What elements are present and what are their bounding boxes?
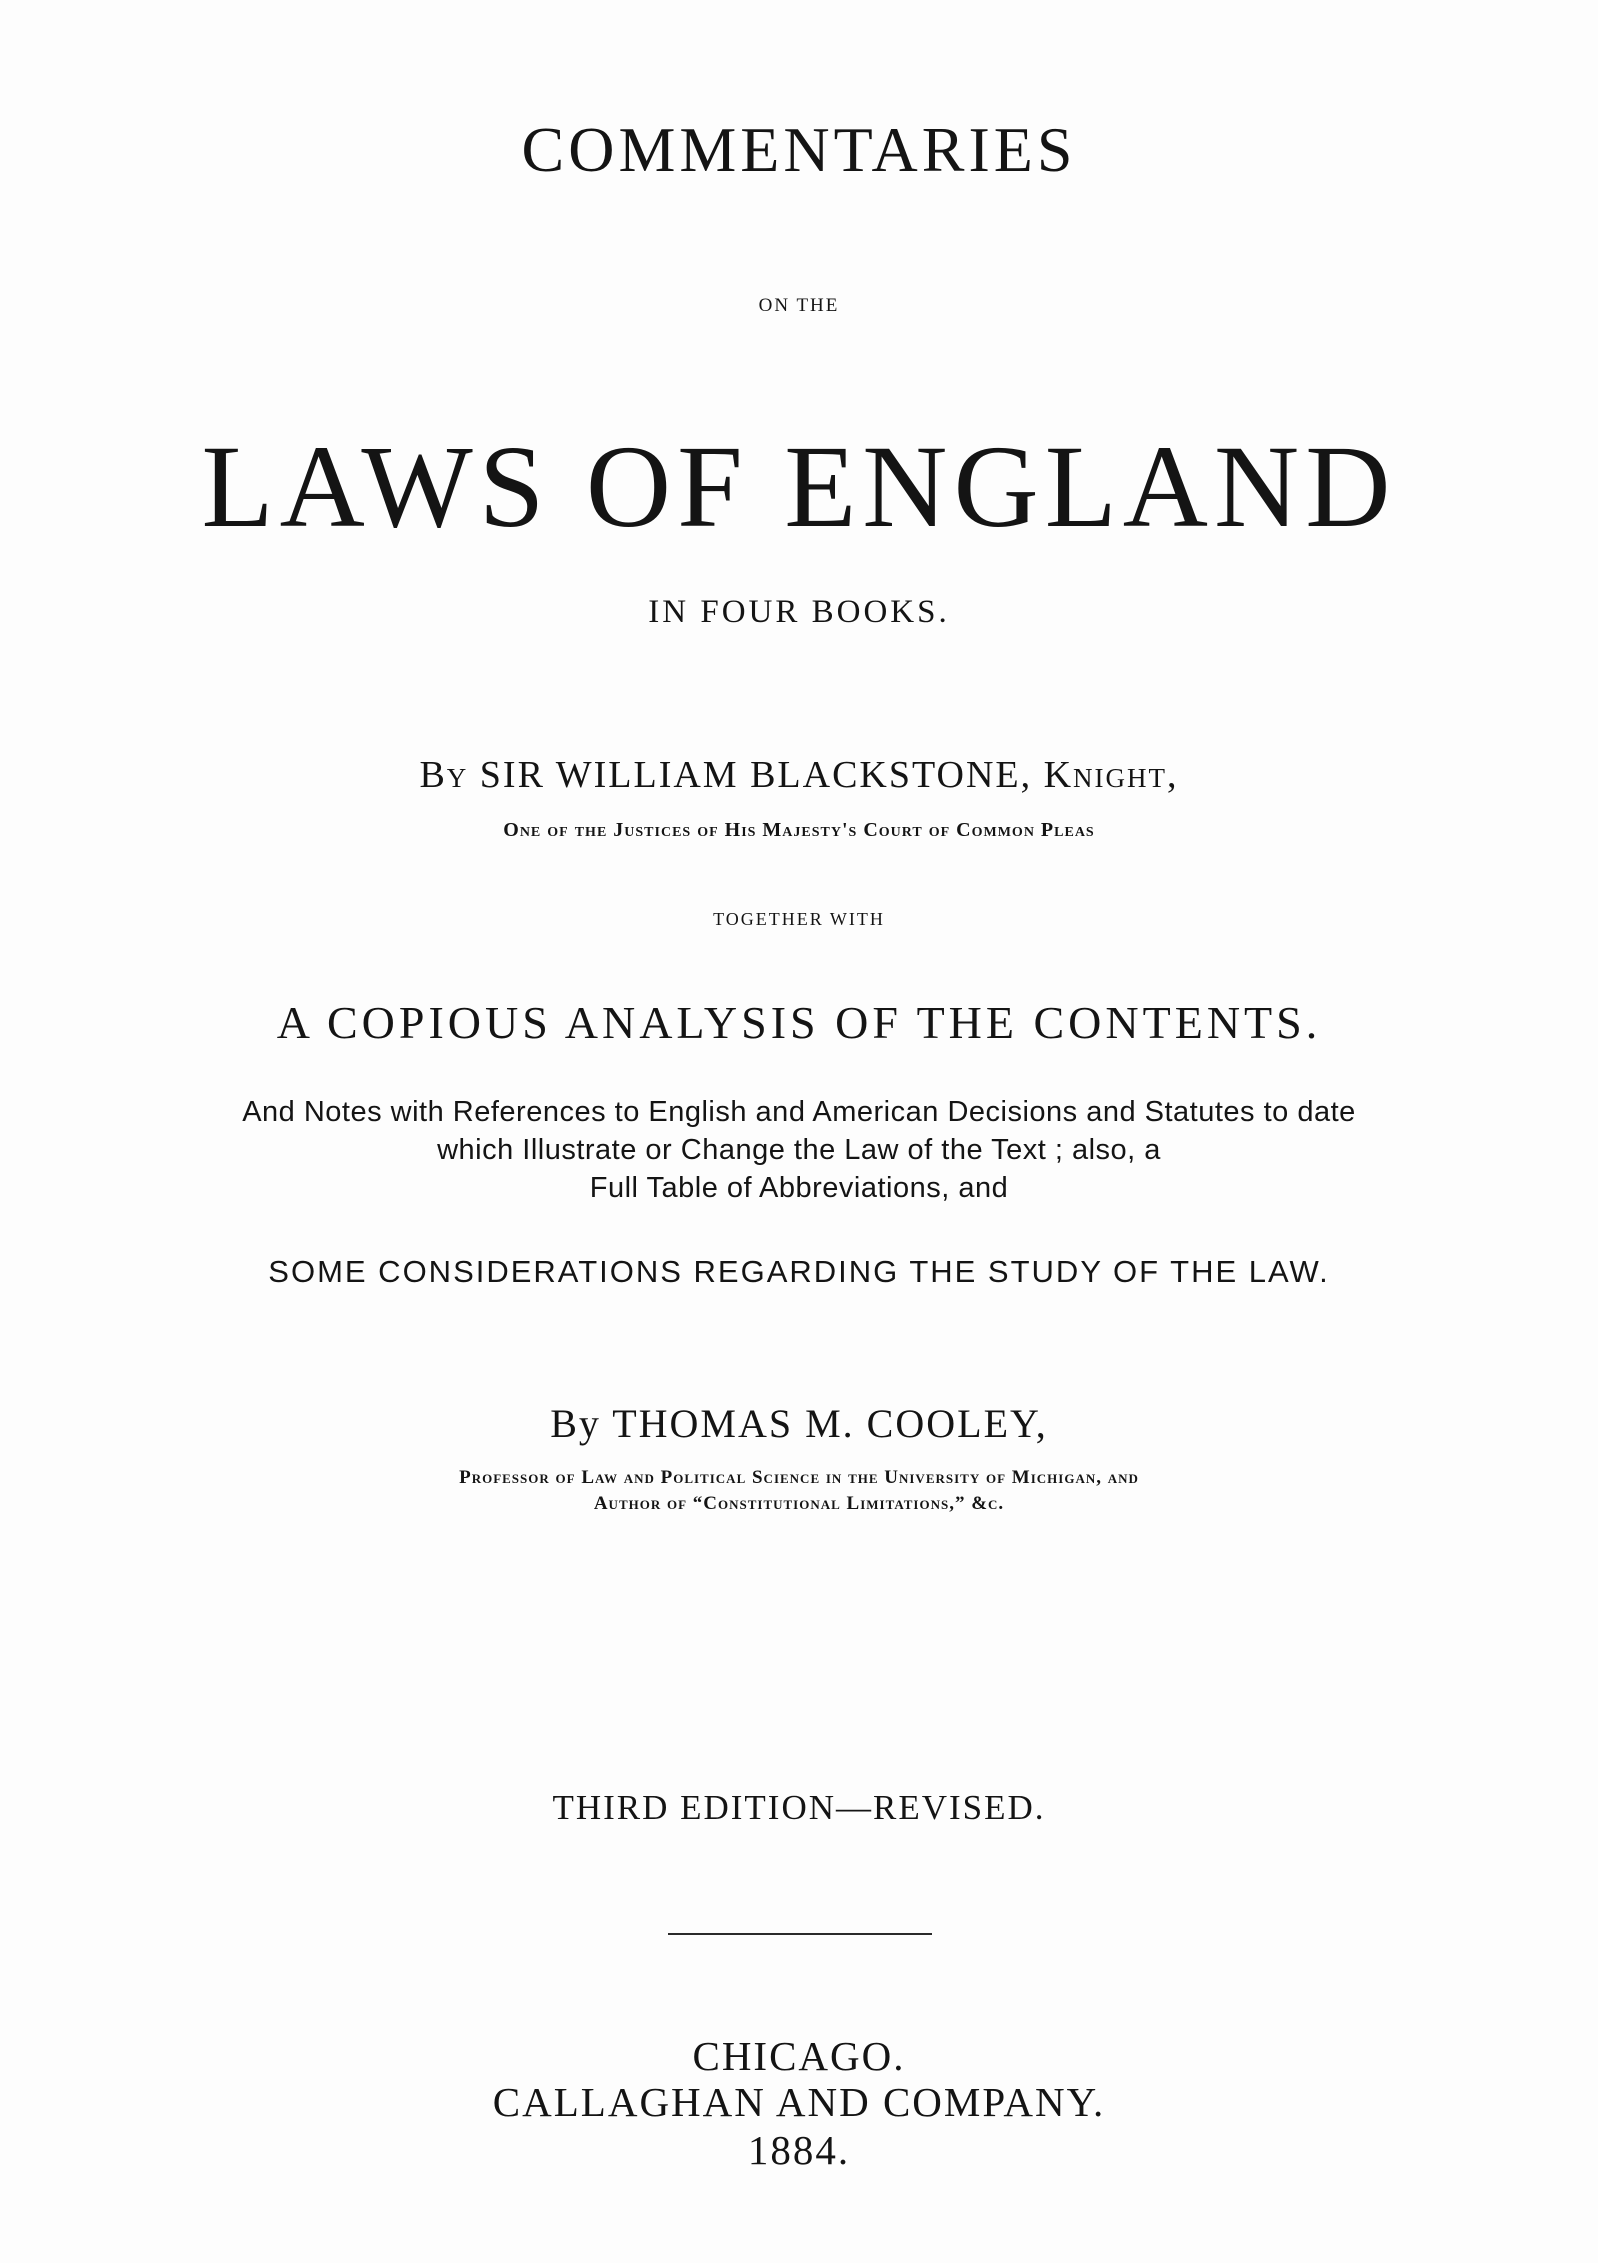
- title-commentaries: COMMENTARIES: [521, 114, 1077, 185]
- author-line: By SIR WILLIAM BLACKSTONE, Knight,: [419, 754, 1179, 796]
- edition-line: THIRD EDITION—REVISED.: [552, 1788, 1046, 1827]
- author-description: One of the Justices of His Majesty's Court of Common Pleas: [503, 819, 1095, 841]
- notes-line-2: which Illustrate or Change the Law of the Text ; also, a: [437, 1134, 1161, 1166]
- together-with: TOGETHER WITH: [713, 909, 885, 929]
- imprint-city: CHICAGO.: [692, 2033, 906, 2079]
- imprint-publisher: CALLAGHAN AND COMPANY.: [492, 2079, 1106, 2125]
- analysis-heading: A COPIOUS ANALYSIS OF THE CONTENTS.: [276, 997, 1322, 1048]
- subtitle-four-books: IN FOUR BOOKS.: [648, 594, 950, 630]
- notes-line-3: Full Table of Abbreviations, and: [589, 1172, 1009, 1204]
- notes-line-1: And Notes with References to English and American Decisions and Statutes to date: [242, 1096, 1356, 1128]
- horizontal-rule: [668, 1933, 932, 1935]
- imprint-year: 1884.: [747, 2127, 851, 2173]
- considerations-line: SOME CONSIDERATIONS REGARDING THE STUDY OF THE LAW.: [268, 1254, 1330, 1289]
- editor-line: By THOMAS M. COOLEY,: [550, 1401, 1048, 1446]
- editor-description-line-1: Professor of Law and Political Science in the University of Michigan, and: [459, 1467, 1139, 1488]
- title-connector: ON THE: [758, 295, 840, 316]
- title-laws-of-england: LAWS OF ENGLAND: [201, 421, 1397, 552]
- editor-description-line-2: Author of “Constitutional Limitations,” &c.: [593, 1493, 1005, 1514]
